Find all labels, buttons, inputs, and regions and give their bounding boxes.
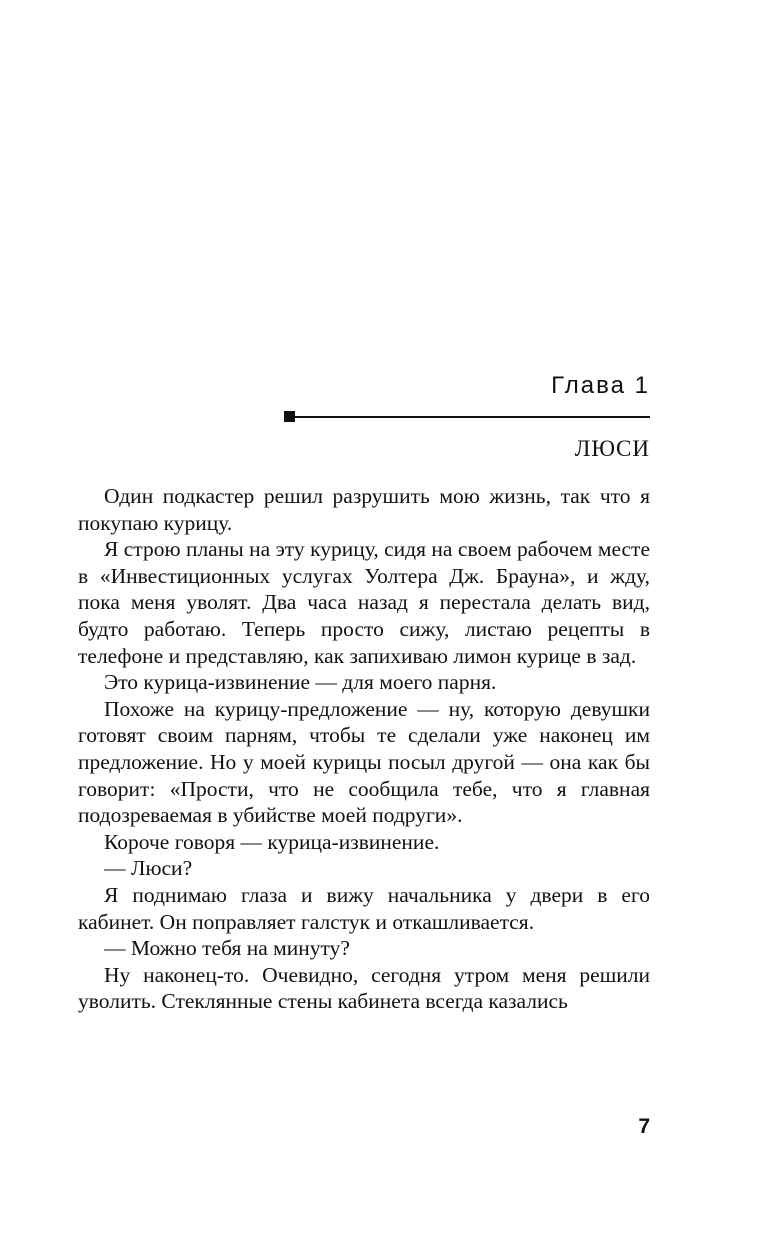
- paragraph: Один подкастер решил разрушить мою жизнь, так что я покупаю курицу.: [78, 484, 650, 535]
- dialogue-line: — Можно тебя на минуту?: [104, 936, 350, 961]
- chapter-rule-marker: [284, 411, 295, 422]
- paragraph: Ну наконец-то. Очевидно, сегодня утром меня решили уволить. Стеклянные стены кабинета всегда казались: [78, 962, 650, 1014]
- paragraph: Я строю планы на эту курицу, сидя на своем рабочем месте в «Инвестиционных услугах Уолтера Дж. Брауна», и жду, пока меня уволят. Два часа назад я перестала делать вид, будто работаю. Теперь просто сижу, листаю рецепты в телефоне и представляю, как запихиваю лимон курице в зад.: [78, 537, 650, 668]
- dialogue-line: — Люси?: [104, 856, 193, 881]
- chapter-title: ЛЮСИ: [574, 436, 650, 461]
- paragraph: Я поднимаю глаза и вижу начальника у двери в его кабинет. Он поправляет галстук и откашливается.: [78, 882, 650, 934]
- paragraph: Это курица-извинение — для моего парня.: [104, 670, 497, 695]
- chapter-rule: [284, 416, 650, 418]
- paragraph: Похоже на курицу-предложение — ну, которую девушки готовят своим парням, чтобы те сделали уже наконец им предложение. Но у моей курицы посыл другой — она как бы говорит: «Прости, что не сообщила тебе, что я главная подозреваемая в убийстве моей подруги».: [78, 696, 650, 828]
- page-number: 7: [638, 1115, 650, 1138]
- chapter-label: Глава 1: [551, 372, 650, 399]
- paragraph: Короче говоря — курица-извинение.: [104, 829, 440, 854]
- body-text: [78, 483, 650, 1015]
